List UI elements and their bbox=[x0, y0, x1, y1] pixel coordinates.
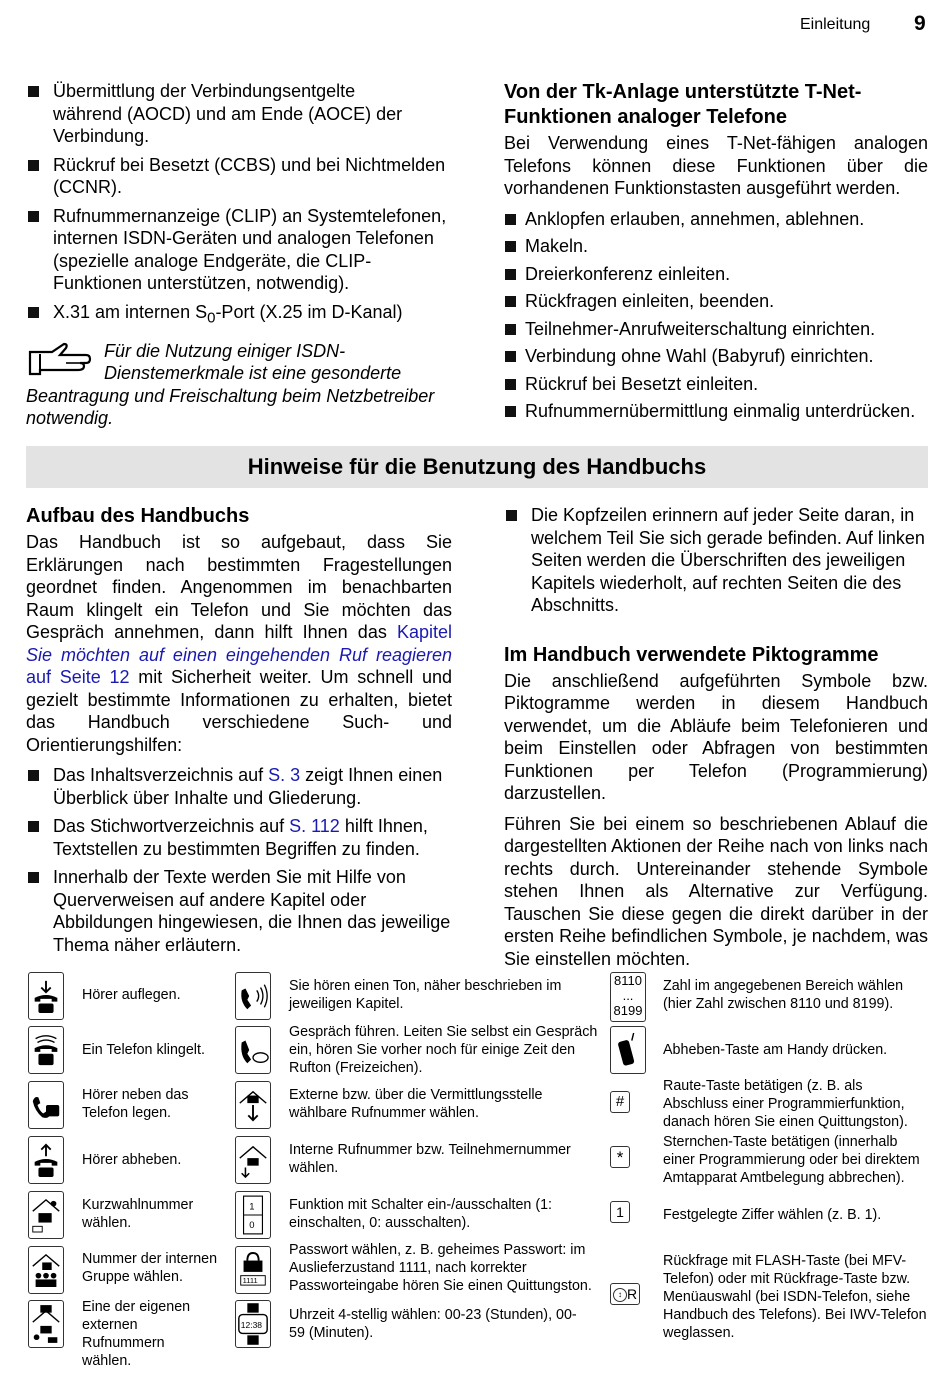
flash-symbol: ↕ bbox=[613, 1288, 627, 1302]
link-s-112[interactable]: S. 112 bbox=[289, 816, 340, 836]
switch-on-label: 1 bbox=[249, 1201, 255, 1213]
telephone-ringing-icon bbox=[28, 1026, 64, 1074]
list-item: Teilnehmer-Anrufweiterschaltung einrichten. bbox=[504, 318, 928, 341]
picto-label: Kurzwahlnummer wählen. bbox=[82, 1197, 194, 1231]
list-item: Verbindung ohne Wahl (Babyruf) einrichten. bbox=[504, 345, 928, 368]
picto-label: Eine der eigenen externen Rufnummern wählen. bbox=[82, 1299, 191, 1369]
page-number: 9 bbox=[914, 12, 926, 35]
group-dial-icon bbox=[28, 1246, 64, 1294]
digit-key-icon: 1 bbox=[610, 1201, 630, 1223]
picto-label: Sie hören einen Ton, näher beschrieben im jeweiligen Kapitel. bbox=[289, 978, 562, 1012]
range-dots: ... bbox=[622, 988, 634, 1003]
picto-label: Nummer der internen Gruppe wählen. bbox=[82, 1251, 218, 1285]
link-kapitel-title[interactable]: Sie möchten auf einen eingehenden Ruf reagieren bbox=[26, 644, 452, 665]
switch-icon bbox=[235, 1191, 271, 1239]
picto-label: Hörer neben das Telefon legen. bbox=[82, 1087, 189, 1121]
number-range-icon bbox=[610, 972, 646, 1022]
list-item: Die Kopfzeilen erinnern auf jeder Seite daran, in welchem Teil Sie sich gerade befinden. Auf linken Seiten werden die Überschriften des jeweiligen Kapitels wiederholt, auf rechten Seiten die des Abschnitts. bbox=[504, 504, 928, 617]
picto-label: Passwort wählen, z. B. geheimes Passwort: im Auslieferzustand 1111, nach korrekter Passworteingabe hören Sie einen Quittungston. bbox=[289, 1242, 592, 1294]
picto-label: Hörer auflegen. bbox=[82, 987, 181, 1003]
list-item: Dreierkonferenz einleiten. bbox=[504, 263, 928, 286]
list-item: Rückfragen einleiten, beenden. bbox=[504, 290, 928, 313]
password-label: 1111 bbox=[242, 1276, 258, 1286]
piktogramme-para1: Die anschließend aufgeführten Symbole bzw. Piktogramme werden in diesem Handbuch verwendet, um die Abläufe beim Telefonieren und beim Einstellen oder Abfragen von bestimmten Funktionen per Telefon (Programmierung) darzustellen. bbox=[504, 670, 928, 803]
aufbau-text-end: mit Sicherheit weiter. Um schnell und gezielt bestimmte Informationen zu erhalten, bietet das Handbuch verschiedene Such- und Orientierungshilfen: bbox=[26, 667, 452, 755]
aufbau-heading: Aufbau des Handbuchs bbox=[26, 505, 250, 527]
picto-label: Zahl im angegebenen Bereich wählen (hier Zahl zwischen 8110 und 8199). bbox=[663, 978, 904, 1012]
section-title: Hinweise für die Benutzung des Handbuchs bbox=[26, 446, 928, 488]
picto-label: Rückfrage mit FLASH-Taste (bei MFV-Telefon) oder mit Rückfrage-Taste bzw. Menüauswahl (bei ISDN-Telefon, siehe Handbuch des Telefons). Bei IWV-Telefon weglassen. bbox=[663, 1253, 927, 1341]
tnet-heading: Von der Tk-Anlage unterstützte T-Net-Funktionen analoger Telefone bbox=[504, 81, 862, 128]
speed-dial-icon bbox=[28, 1191, 64, 1239]
range-bottom: 8199 bbox=[613, 1003, 643, 1018]
link-s-3[interactable]: S. 3 bbox=[268, 765, 301, 785]
picto-label: Externe bzw. über die Vermittlungsstelle wählbare Rufnummer wählen. bbox=[289, 1087, 543, 1121]
range-top: 8110 bbox=[614, 973, 642, 988]
link-kapitel[interactable]: Kapitel bbox=[396, 622, 452, 642]
picto-label: Gespräch führen. Leiten Sie selbst ein Gespräch ein, hören Sie vorher noch für einige Zeit den Rufton (Freizeichen). bbox=[289, 1024, 598, 1076]
picto-label: Festgelegte Ziffer wählen (z. B. 1). bbox=[663, 1207, 882, 1223]
link-seite-12[interactable]: auf Seite 12 bbox=[26, 667, 130, 687]
clock-time-icon bbox=[235, 1300, 271, 1348]
list-item: Innerhalb der Texte werden Sie mit Hilfe von Querverweisen auf andere Kapitel oder Abbildungen hingewiesen, die Ihnen das jeweilige Thema näher erläutern. bbox=[26, 866, 452, 956]
star-key-icon: * bbox=[610, 1146, 630, 1168]
x31-text-pre: X.31 am internen S bbox=[53, 301, 208, 322]
list-item-text: Das Inhaltsverzeichnis auf bbox=[53, 765, 269, 785]
hang-up-icon bbox=[28, 972, 64, 1020]
x31-subscript: 0 bbox=[207, 309, 216, 327]
picto-label: Hörer abheben. bbox=[82, 1152, 182, 1168]
list-item: Makeln. bbox=[504, 235, 928, 258]
handset-off-icon bbox=[28, 1081, 64, 1129]
clock-hours: 12 bbox=[240, 1319, 251, 1330]
list-item: Rufnummernanzeige (CLIP) an Systemtelefonen, internen ISDN-Geräten und analogen Telefonen (spezielle analoge Endgeräte, die CLIP-Funktionen unterstützen, notwendig). bbox=[26, 205, 452, 295]
piktogramme-heading: Im Handbuch verwendete Piktogramme bbox=[504, 643, 879, 666]
aufbau-text-start: Das Handbuch ist so aufgebaut, dass Sie Erklärungen nach bestimmten Fragestellungen geordnet finden. Angenommen im benachbarten Raum klingelt ein Telefon und Sie möchten das Gespräch annehmen, dann hilft Ihnen das bbox=[26, 532, 452, 642]
list-item-text: hilft Ihnen, Textstellen zu bestimmten Begriffen zu finden. bbox=[53, 816, 428, 859]
list-item-text: zeigt Ihnen einen Überblick über Inhalte und Gliederung. bbox=[53, 765, 443, 808]
picto-label: Uhrzeit 4-stellig wählen: 00-23 (Stunden), 00-59 (Minuten). bbox=[289, 1307, 577, 1341]
list-item-text: Das Stichwortverzeichnis auf bbox=[53, 816, 290, 836]
flash-r-label: R bbox=[626, 1286, 638, 1302]
tone-icon bbox=[235, 972, 271, 1020]
x31-text-post: -Port (X.25 im D-Kanal) bbox=[215, 301, 403, 322]
header-title: Einleitung bbox=[800, 16, 871, 33]
list-item: Übermittlung der Verbindungsentgelte während (AOCD) und am Ende (AOCE) der Verbindung. bbox=[26, 80, 423, 148]
picto-label: Funktion mit Schalter ein-/ausschalten (1: einschalten, 0: ausschalten). bbox=[289, 1197, 553, 1231]
flash-key-icon bbox=[610, 1283, 640, 1305]
list-item: Rufnummernübermittlung einmalig unterdrücken. bbox=[504, 400, 928, 423]
tnet-intro: Bei Verwendung eines T-Net-fähigen analogen Telefons können diese Funktionen über die vorhandenen Funktionstasten ausgeführt werden. bbox=[504, 133, 928, 198]
svg-text:12:38: 12:38 bbox=[240, 1319, 263, 1330]
picto-label: Raute-Taste betätigen (z. B. als Abschluss einer Programmierfunktion, danach hören Sie einen Quittungston). bbox=[663, 1078, 908, 1130]
mobile-handset-icon bbox=[610, 1026, 646, 1074]
pick-up-icon bbox=[28, 1136, 64, 1184]
picto-label: Ein Telefon klingelt. bbox=[82, 1042, 205, 1058]
note-text: Für die Nutzung einiger ISDN-Dienstemerkmale ist eine gesonderte Beantragung und Freischaltung beim Netzbetreiber notwendig. bbox=[26, 340, 435, 429]
external-dial-icon bbox=[235, 1081, 271, 1129]
hash-key-icon: # bbox=[610, 1091, 630, 1113]
list-item: Rückruf bei Besetzt einleiten. bbox=[504, 373, 928, 396]
picto-label: Sternchen-Taste betätigen (innerhalb einer Programmierung oder bei direktem Amtapparat Amtbelegung abbrechen). bbox=[663, 1134, 920, 1186]
list-item: Anklopfen erlauben, annehmen, ablehnen. bbox=[504, 208, 928, 231]
list-item: Rückruf bei Besetzt (CCBS) und bei Nichtmelden (CCNR). bbox=[26, 154, 453, 199]
conversation-icon bbox=[235, 1026, 271, 1074]
clock-minutes: 38 bbox=[252, 1319, 263, 1330]
password-icon bbox=[235, 1246, 271, 1294]
switch-off-label: 0 bbox=[249, 1220, 255, 1232]
internal-dial-icon bbox=[235, 1136, 271, 1184]
picto-label: Interne Rufnummer bzw. Teilnehmernummer wählen. bbox=[289, 1142, 571, 1176]
piktogramme-para2: Führen Sie bei einem so beschriebenen Ablauf die dargestellten Aktionen der Reihe nach von links nach rechts durch. Untereinander stehende Symbole stehen Ihnen als Alternative zur Verfügung. Tauschen Sie diese gegen die direkt darüber in der ersten Reihe befindlichen Symbole, je nachdem, was Sie einstellen möchten. bbox=[504, 813, 928, 969]
picto-label: Abheben-Taste am Handy drücken. bbox=[663, 1042, 888, 1058]
own-external-number-icon bbox=[28, 1300, 64, 1348]
